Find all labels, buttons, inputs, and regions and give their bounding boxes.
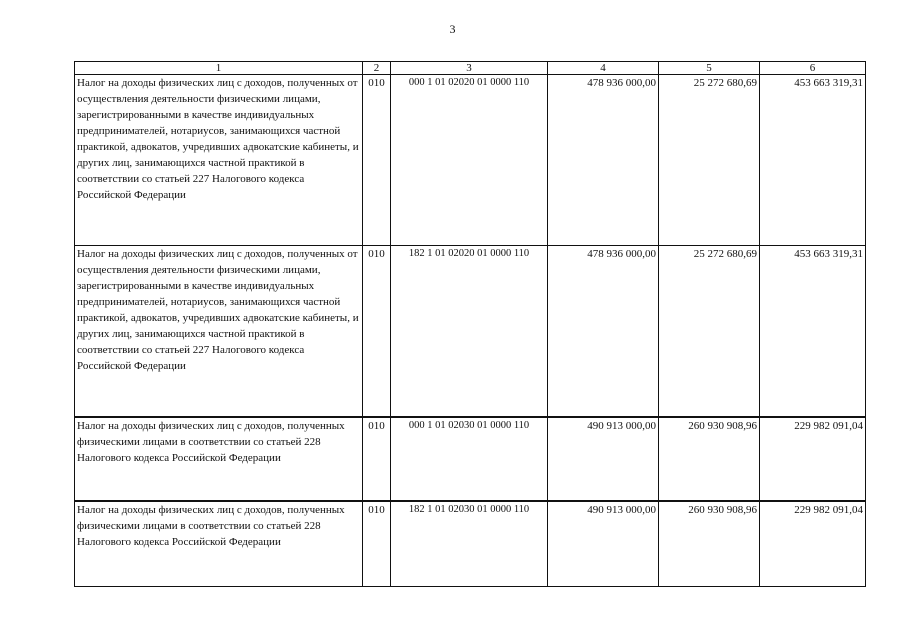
budget-classification-code-cell: 182 1 01 02030 01 0000 110 bbox=[391, 501, 548, 587]
budget-classification-code-cell: 182 1 01 02020 01 0000 110 bbox=[391, 246, 548, 418]
column-number-row bbox=[75, 62, 866, 75]
column-header-1: 1 bbox=[75, 62, 363, 75]
table-row bbox=[75, 75, 866, 246]
budget-classification-code-cell: 000 1 01 02030 01 0000 110 bbox=[391, 417, 548, 501]
approved-plan-cell: 490 913 000,00 bbox=[548, 417, 659, 501]
income-name-cell: Налог на доходы физических лиц с доходов, полученных от осуществления деятельности физическими лицами, зарегистрированными в качестве индивидуальных предпринимателей, нотариусов, занимающихся частной практикой, адвокатов, учредивших адвокатские кабинеты, и других лиц, занимающихся частной практикой в соответствии со статьей 227 Налогового кодекса Российской Федерации bbox=[75, 75, 363, 246]
revenue-table bbox=[74, 61, 866, 587]
page-number: 3 bbox=[449, 22, 456, 36]
unexecuted-amount-cell: 453 663 319,31 bbox=[760, 246, 866, 418]
income-name-cell: Налог на доходы физических лиц с доходов, полученных от осуществления деятельности физическими лицами, зарегистрированными в качестве индивидуальных предпринимателей, нотариусов, занимающихся частной практикой, адвокатов, учредивших адвокатские кабинеты, и других лиц, занимающихся частной практикой в соответствии со статьей 227 Налогового кодекса Российской Федерации bbox=[75, 246, 363, 418]
executed-amount-cell: 25 272 680,69 bbox=[659, 246, 760, 418]
column-header-2: 2 bbox=[363, 62, 391, 75]
column-header-4: 4 bbox=[548, 62, 659, 75]
approved-plan-cell: 478 936 000,00 bbox=[548, 75, 659, 246]
line-code-cell: 010 bbox=[363, 75, 391, 246]
unexecuted-amount-cell: 453 663 319,31 bbox=[760, 75, 866, 246]
income-name-cell: Налог на доходы физических лиц с доходов, полученных физическими лицами в соответствии со статьей 228 Налогового кодекса Российской Федерации bbox=[75, 501, 363, 587]
column-header-5: 5 bbox=[659, 62, 760, 75]
table-row bbox=[75, 246, 866, 418]
line-code-cell: 010 bbox=[363, 501, 391, 587]
executed-amount-cell: 260 930 908,96 bbox=[659, 417, 760, 501]
executed-amount-cell: 260 930 908,96 bbox=[659, 501, 760, 587]
table-row bbox=[75, 501, 866, 587]
line-code-cell: 010 bbox=[363, 417, 391, 501]
executed-amount-cell: 25 272 680,69 bbox=[659, 75, 760, 246]
budget-classification-code-cell: 000 1 01 02020 01 0000 110 bbox=[391, 75, 548, 246]
approved-plan-cell: 490 913 000,00 bbox=[548, 501, 659, 587]
table-row bbox=[75, 417, 866, 501]
line-code-cell: 010 bbox=[363, 246, 391, 418]
column-header-6: 6 bbox=[760, 62, 866, 75]
column-header-3: 3 bbox=[391, 62, 548, 75]
unexecuted-amount-cell: 229 982 091,04 bbox=[760, 501, 866, 587]
unexecuted-amount-cell: 229 982 091,04 bbox=[760, 417, 866, 501]
approved-plan-cell: 478 936 000,00 bbox=[548, 246, 659, 418]
income-name-cell: Налог на доходы физических лиц с доходов, полученных физическими лицами в соответствии со статьей 228 Налогового кодекса Российской Федерации bbox=[75, 417, 363, 501]
